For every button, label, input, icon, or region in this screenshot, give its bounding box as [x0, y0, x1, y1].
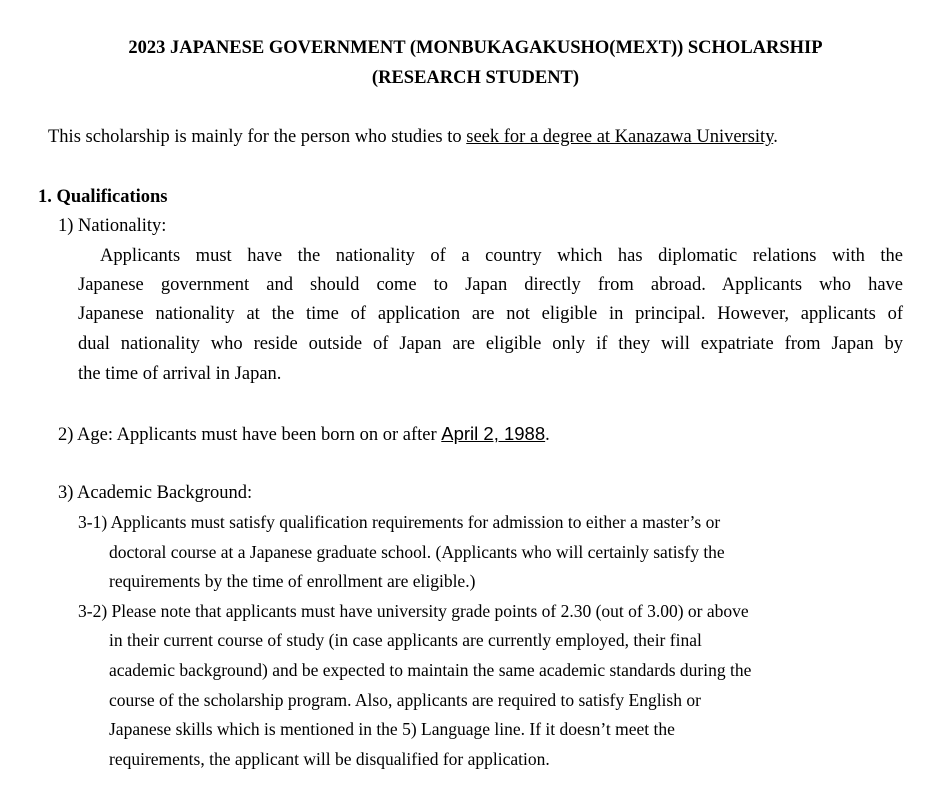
academic-item-line: 3-2) Please note that applicants must have university grade points of 2.30 (out of 3.00) or above: [78, 601, 749, 621]
title-line-1: 2023 JAPANESE GOVERNMENT (MONBUKAGAKUSHO(MEXT)) SCHOLARSHIP: [128, 38, 823, 58]
academic-item-line: doctoral course at a Japanese graduate school. (Applicants who will certainly satisfy the: [109, 542, 725, 562]
academic-label: 3) Academic Background:: [58, 483, 253, 503]
academic-item-line: 3-1) Applicants must satisfy qualification requirements for admission to either a master’s or: [78, 512, 721, 532]
academic-item-line: Japanese skills which is mentioned in the 5) Language line. If it doesn’t meet the: [109, 719, 675, 739]
nationality-line: the time of arrival in Japan.: [78, 364, 282, 384]
age-requirement: [58, 422, 550, 447]
intro-text: This scholarship is mainly for the person who studies to: [48, 127, 467, 147]
age-suffix: .: [545, 425, 550, 445]
degree-link[interactable]: seek for a degree at Kanazawa University: [466, 127, 774, 147]
intro-suffix: .: [773, 127, 778, 147]
academic-item-line: in their current course of study (in case applicants are currently employed, their final: [109, 630, 702, 650]
title-line-2: (RESEARCH STUDENT): [371, 68, 580, 88]
nationality-line: Japanese government and should come to Japan directly from abroad. Applicants who have: [78, 275, 903, 295]
section-heading-qualifications: 1. Qualifications: [38, 187, 168, 207]
age-date-link[interactable]: April 2, 1988: [441, 423, 546, 444]
age-text: 2) Age: Applicants must have been born on or after: [58, 425, 442, 445]
academic-item-line: academic background) and be expected to maintain the same academic standards during the: [109, 660, 752, 680]
academic-item-line: requirements by the time of enrollment are eligible.): [109, 571, 476, 591]
nationality-line: Applicants must have the nationality of a country which has diplomatic relations with the: [100, 246, 903, 266]
intro-paragraph: [48, 125, 778, 149]
nationality-line: dual nationality who reside outside of Japan are eligible only if they will expatriate from Japan by: [78, 334, 903, 354]
nationality-line: Japanese nationality at the time of application are not eligible in principal. However, applicants of: [78, 304, 903, 324]
academic-item-line: requirements, the applicant will be disqualified for application.: [109, 749, 550, 769]
academic-item-line: course of the scholarship program. Also, applicants are required to satisfy English or: [109, 690, 701, 710]
nationality-label: 1) Nationality:: [58, 216, 167, 236]
